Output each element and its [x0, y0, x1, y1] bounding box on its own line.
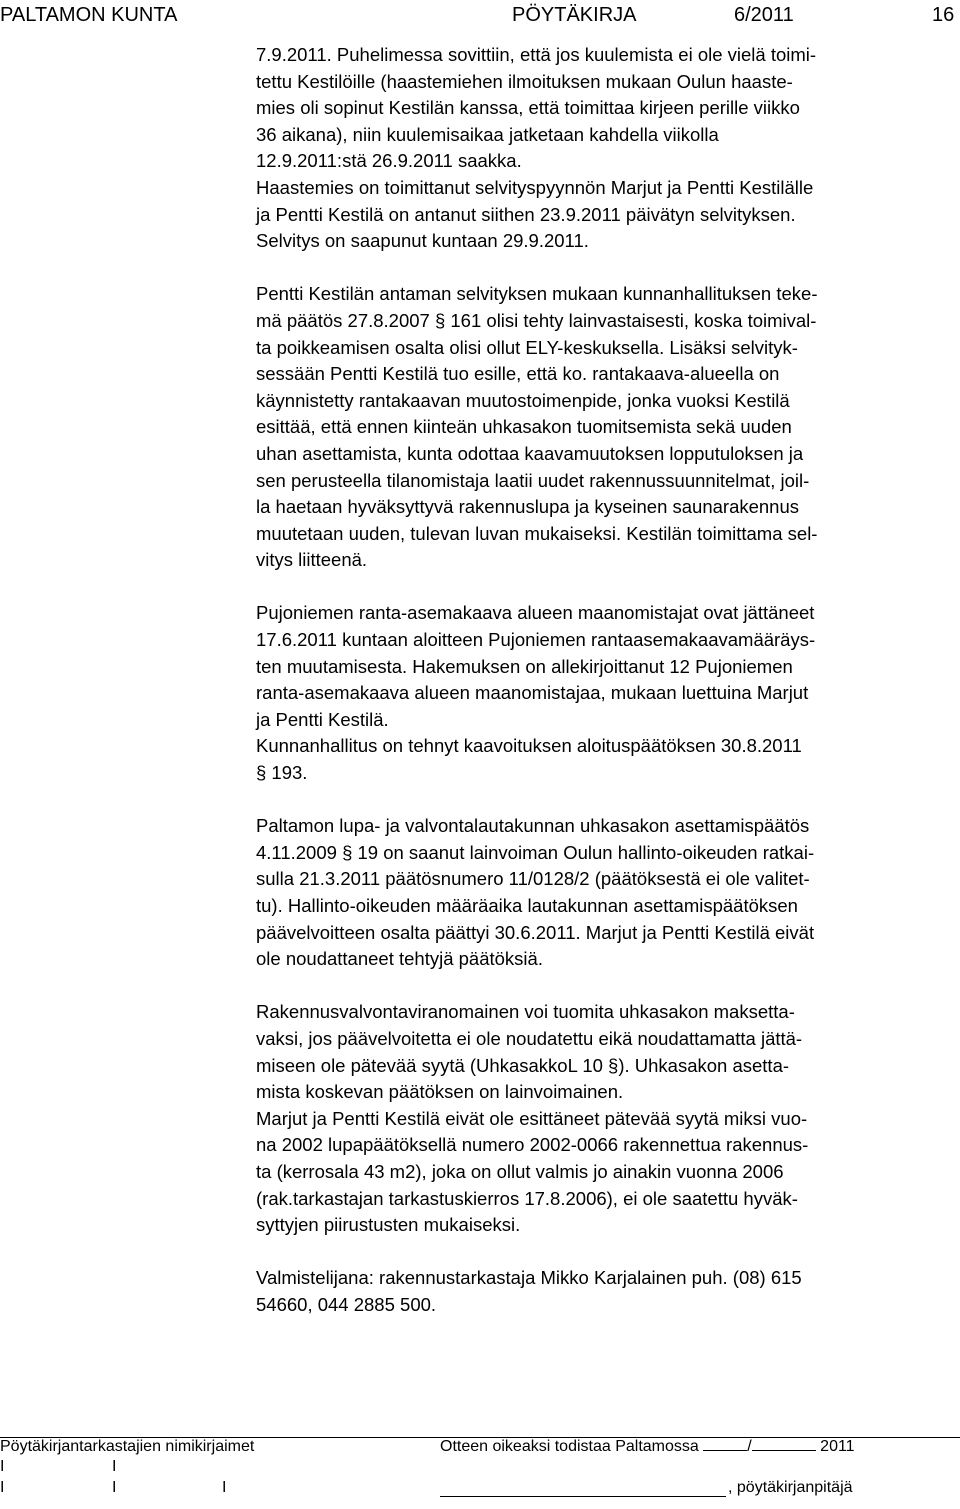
text-line: na 2002 lupapäätöksellä numero 2002-0066 rakennettua rakennus-: [256, 1134, 809, 1156]
footer-inspectors-label: Pöytäkirjantarkastajien nimikirjaimet: [0, 1438, 255, 1455]
issue-number: 6/2011: [734, 4, 794, 26]
text-line: Selvitys on saapunut kuntaan 29.9.2011.: [256, 230, 589, 252]
text-line: tettu Kestilöille (haastemiehen ilmoituksen mukaan Oulun haaste-: [256, 70, 793, 92]
text-line: (rak.tarkastajan tarkastuskierros 17.8.2006), ei ole saatettu hyväk-: [256, 1187, 798, 1209]
month-blank: [752, 1450, 816, 1451]
text-line: ten muutamisesta. Hakemuksen on allekirjoittanut 12 Pujoniemen: [256, 655, 793, 677]
text-line: ole noudattaneet tehtyjä päätöksiä.: [256, 948, 543, 970]
paragraph-gap: [256, 574, 956, 601]
text-line: muutetaan uuden, tulevan luvan mukaiseksi. Kestilän toimittama sel-: [256, 522, 818, 544]
footer-sep: /: [747, 1438, 752, 1455]
text-line: Paltamon lupa- ja valvontalautakunnan uhkasakon asettamispäätös: [256, 815, 810, 837]
text-line: ta (kerrosala 43 m2), joka on ollut valmis jo ainakin vuonna 2006: [256, 1160, 784, 1182]
text-line: mista koskevan päätöksen on lainvoimainen.: [256, 1081, 624, 1103]
text-line: § 193.: [256, 762, 308, 784]
text-line: käynnistetty rantakaavan muutostoimenpide, jonka vuoksi Kestilä: [256, 389, 790, 411]
text-line: Haastemies on toimittanut selvityspyynnön Marjut ja Pentti Kestilälle: [256, 176, 814, 198]
text-line: 7.9.2011. Puhelimessa sovittiin, että jos kuulemista ei ole vielä toimi-: [256, 44, 817, 65]
text-line: mä päätös 27.8.2007 § 161 olisi tehty lainvastaisesti, koska toimival-: [256, 309, 817, 331]
document-type: PÖYTÄKIRJA: [512, 4, 637, 26]
text-line: miseen ole pätevää syytä (UhkasakkoL 10 §). Uhkasakon asetta-: [256, 1054, 790, 1076]
text-line: mies oli sopinut Kestilän kanssa, että toimittaa kirjeen perille viikko: [256, 97, 800, 119]
text-line: Kunnanhallitus on tehnyt kaavoituksen aloituspäätöksen 30.8.2011: [256, 735, 802, 757]
footer-certify-label: [440, 1438, 855, 1456]
text-line: Pujoniemen ranta-asemakaava alueen maanomistajat ovat jättäneet: [256, 602, 815, 624]
text-line: ja Pentti Kestilä on antanut siithen 23.9.2011 päivätyn selvityksen.: [256, 203, 796, 225]
text-line: la haetaan hyväksyttyvä rakennuslupa ja kyseinen saunarakennus: [256, 496, 800, 518]
page-number: 16: [932, 4, 955, 26]
text-line: esittää, että ennen kiinteän uhkasakon tuomitsemista sekä uuden: [256, 416, 792, 438]
paragraph-gap: [256, 787, 956, 814]
initials-pipe: I: [222, 1479, 227, 1496]
day-blank: [703, 1450, 747, 1451]
text-line: sen perusteella tilanomistaja laatii uudet rakennussuunnitelmat, joil-: [256, 469, 810, 491]
text-line: Pentti Kestilän antaman selvityksen mukaan kunnanhallituksen teke-: [256, 283, 818, 305]
text-line: 12.9.2011:stä 26.9.2011 saakka.: [256, 150, 522, 172]
signature-line: [440, 1496, 726, 1497]
text-line: 54660, 044 2885 500.: [256, 1293, 437, 1315]
text-line: sessään Pentti Kestilä tuo esille, että ko. rantakaava-alueella on: [256, 363, 780, 385]
text-line: päävelvoitteen osalta päättyi 30.6.2011. Marjut ja Pentti Kestilä eivät: [256, 921, 815, 943]
initials-pipe: I: [112, 1479, 117, 1496]
text-line: tu). Hallinto-oikeuden määräaika lautakunnan asettamispäätöksen: [256, 895, 798, 916]
paragraph-gap: [256, 255, 956, 282]
minutes-body: [256, 42, 956, 1319]
signature-role: , pöytäkirjanpitäjä: [728, 1479, 853, 1496]
page-footer: [0, 1438, 960, 1509]
text-line: vaksi, jos päävelvoitetta ei ole noudatettu eikä noudattamatta jättä-: [256, 1027, 803, 1049]
text-line: uhan asettamista, kunta odottaa kaavamuutoksen lopputuloksen ja: [256, 442, 804, 464]
page-header: [0, 4, 960, 30]
text-line: Marjut ja Pentti Kestilä eivät ole esittäneet pätevää syytä miksi vuo-: [256, 1107, 808, 1129]
initials-pipe: I: [0, 1479, 5, 1496]
text-line: vitys liitteenä.: [256, 549, 368, 571]
initials-pipe: I: [112, 1458, 117, 1475]
footer-year: 2011: [820, 1438, 855, 1455]
municipality-name: PALTAMON KUNTA: [0, 4, 178, 26]
paragraph-gap: [256, 973, 956, 1000]
text-line: 17.6.2011 kuntaan aloitteen Pujoniemen rantaasemakaavamääräys-: [256, 629, 816, 651]
text-line: sulla 21.3.2011 päätösnumero 11/0128/2 (päätöksestä ei ole valitet-: [256, 868, 810, 890]
text-line: Rakennusvalvontaviranomainen voi tuomita uhkasakon maksetta-: [256, 1001, 795, 1023]
text-line: ta poikkeamisen osalta olisi ollut ELY-keskuksella. Lisäksi selvityk-: [256, 336, 798, 358]
text-line: 4.11.2009 § 19 on saanut lainvoiman Oulun hallinto-oikeuden ratkai-: [256, 841, 815, 863]
paragraph-gap: [256, 1239, 956, 1266]
footer-certify-prefix: Otteen oikeaksi todistaa Paltamossa: [440, 1438, 699, 1455]
text-line: 36 aikana), niin kuulemisaikaa jatketaan kahdella viikolla: [256, 123, 719, 145]
text-line: Valmistelijana: rakennustarkastaja Mikko Karjalainen puh. (08) 615: [256, 1267, 802, 1289]
text-line: ja Pentti Kestilä.: [256, 708, 389, 730]
text-line: syttyjen piirustusten mukaiseksi.: [256, 1214, 521, 1236]
text-line: ranta-asemakaava alueen maanomistajaa, mukaan luettuina Marjut: [256, 682, 809, 704]
initials-pipe: I: [0, 1458, 5, 1475]
